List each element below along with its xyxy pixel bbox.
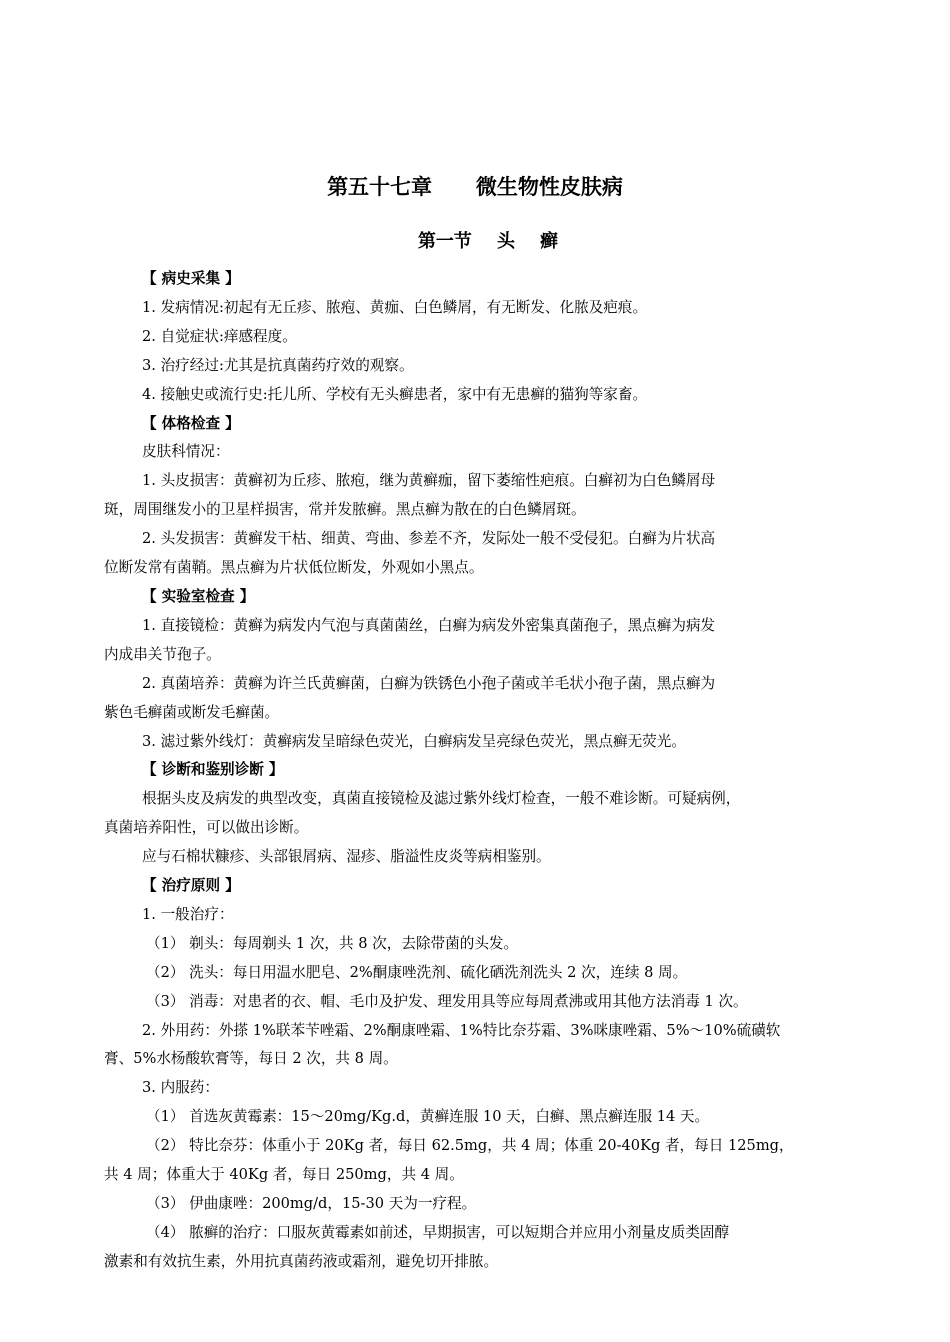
history-item-3: 3. 治疗经过:尤其是抗真菌药疗效的观察。 bbox=[142, 356, 414, 374]
treatment-oral-3: （3） 伊曲康唑：200mg/d，15-30 天为一疗程。 bbox=[146, 1195, 477, 1212]
treatment-general-3: （3） 消毒：对患者的衣、帽、毛巾及护发、理发用具等应每周煮沸或用其他方法消毒 1 次。 bbox=[146, 992, 748, 1010]
lab-item-1: 1. 直接镜检：黄癣为病发内气泡与真菌菌丝，白癣为病发外密集真菌孢子，黑点癣为病发 bbox=[142, 616, 716, 634]
treatment-oral-2: （2） 特比奈芬：体重小于 20Kg 者，每日 62.5mg，共 4 周；体重 20-40Kg 者，每日 125mg， bbox=[146, 1137, 794, 1155]
physical-item-1: 1. 头皮损害：黄癣初为丘疹、脓疱，继为黄癣痂，留下萎缩性疤痕。白癣初为白色鳞屑母 bbox=[142, 472, 716, 490]
treatment-oral: 3. 内服药： bbox=[142, 1079, 219, 1097]
history-item-1: 1. 发病情况:初起有无丘疹、脓疱、黄痂、白色鳞屑，有无断发、化脓及疤痕。 bbox=[142, 298, 648, 316]
diagnosis-heading: 【 诊断和鉴别诊断 】 bbox=[142, 761, 284, 779]
physical-heading: 【 体格检查 】 bbox=[142, 414, 240, 432]
treatment-topical: 2. 外用药：外搽 1%联苯苄唑霜、2%酮康唑霜、1%特比奈芬霜、3%咪康唑霜、5%～10%硫磺软 bbox=[142, 1021, 781, 1039]
lab-item-1-cont: 内成串关节孢子。 bbox=[104, 645, 221, 663]
treatment-heading: 【 治疗原则 】 bbox=[142, 877, 240, 895]
physical-item-1-cont: 斑，周围继发小的卫星样损害，常并发脓癣。黑点癣为散在的白色鳞屑斑。 bbox=[104, 501, 586, 519]
physical-item-2-cont: 位断发常有菌鞘。黑点癣为片状低位断发，外观如小黑点。 bbox=[104, 559, 484, 577]
treatment-oral-4: （4） 脓癣的治疗：口服灰黄霉素如前述，早期损害，可以短期合并应用小剂量皮质类固醇 bbox=[146, 1223, 730, 1241]
history-item-2: 2. 自觉症状:痒感程度。 bbox=[142, 327, 297, 345]
treatment-oral-4-cont: 激素和有效抗生素，外用抗真菌药液或霜剂，避免切开排脓。 bbox=[104, 1252, 499, 1270]
diagnosis-para-1: 根据头皮及病发的典型改变，真菌直接镜检及滤过紫外线灯检查，一般不难诊断。可疑病例， bbox=[142, 790, 741, 808]
physical-item-2: 2. 头发损害：黄癣发干枯、细黄、弯曲、参差不齐，发际处一般不受侵犯。白癣为片状高 bbox=[142, 530, 716, 548]
lab-item-2-cont: 紫色毛癣菌或断发毛癣菌。 bbox=[104, 703, 280, 721]
diagnosis-para-1-cont: 真菌培养阳性，可以做出诊断。 bbox=[104, 819, 309, 837]
lab-item-3: 3. 滤过紫外线灯：黄癣病发呈暗绿色荧光，白癣病发呈亮绿色荧光，黑点癣无荧光。 bbox=[142, 732, 686, 750]
diagnosis-para-2: 应与石棉状糠疹、头部银屑病、湿疹、脂溢性皮炎等病相鉴别。 bbox=[142, 848, 551, 866]
treatment-general-2: （2） 洗头：每日用温水肥皂、2%酮康唑洗剂、硫化硒洗剂洗头 2 次，连续 8 周。 bbox=[146, 963, 688, 981]
treatment-general-1: （1） 剃头：每周剃头 1 次，共 8 次，去除带菌的头发。 bbox=[146, 934, 519, 952]
history-heading: 【 病史采集 】 bbox=[142, 270, 240, 287]
section-title: 第一节 头 癣 bbox=[417, 231, 559, 252]
lab-item-2: 2. 真菌培养：黄癣为许兰氏黄癣菌，白癣为铁锈色小孢子菌或羊毛状小孢子菌，黑点癣为 bbox=[142, 674, 716, 692]
document-body bbox=[104, 265, 886, 1277]
treatment-topical-cont: 膏、5%水杨酸软膏等，每日 2 次，共 8 周。 bbox=[104, 1050, 398, 1068]
treatment-oral-2-cont: 共 4 周；体重大于 40Kg 者，每日 250mg，共 4 周。 bbox=[104, 1166, 464, 1184]
treatment-oral-1: （1） 首选灰黄霉素：15～20mg/Kg.d，黄癣连服 10 天，白癣、黑点癣连服 14 天。 bbox=[146, 1108, 710, 1126]
history-item-4: 4. 接触史或流行史:托儿所、学校有无头癣患者，家中有无患癣的猫狗等家畜。 bbox=[142, 385, 648, 403]
physical-intro: 皮肤科情况： bbox=[142, 443, 230, 461]
treatment-general: 1. 一般治疗： bbox=[142, 905, 234, 923]
lab-heading: 【 实验室检查 】 bbox=[142, 587, 255, 605]
chapter-title: 第五十七章 微生物性皮肤病 bbox=[327, 175, 623, 199]
